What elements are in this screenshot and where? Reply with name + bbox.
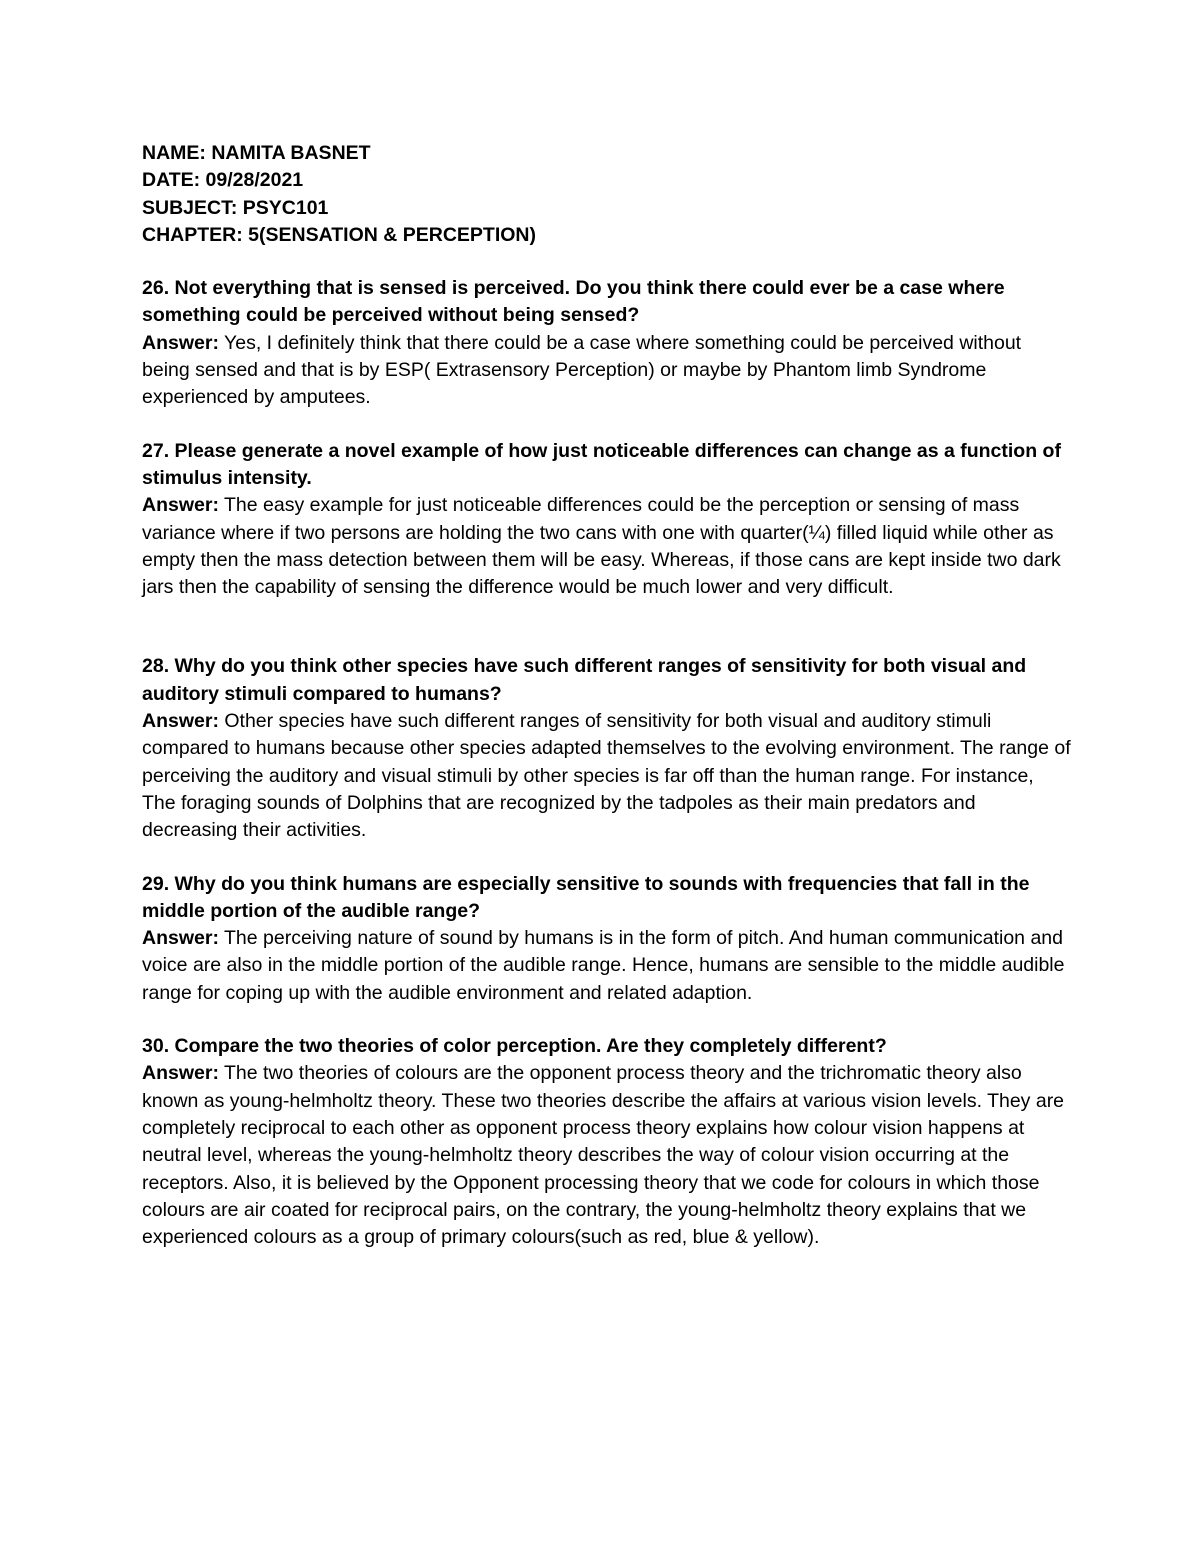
document-page (142, 140, 1072, 1251)
answer-text: The two theories of colours are the opponent process theory and the trichromatic theory also known as young-helmholtz theory. These two theories describe the affairs at various vision levels. They are completely reciprocal to each other as opponent process theory explains how colour vision happens at neutral level, whereas the young-helmholtz theory describes the way of colour vision occurring at the receptors. Also, it is believed by the Opponent processing theory that we code for colours in which those colours are air coated for reciprocal pairs, on the contrary, the young-helmholtz theory explains that we experienced colours as a group of primary colours(such as red, blue & yellow). (142, 1062, 1065, 1249)
question-29: 29. Why do you think humans are especially sensitive to sounds with frequencies that fall in the middle portion of the audible range? (142, 872, 1030, 922)
question-27: 27. Please generate a novel example of how just noticeable differences can change as a function of stimulus intensity. (142, 439, 1061, 489)
answer-30 (142, 1060, 1072, 1251)
question-30: 30. Compare the two theories of color perception. Are they completely different? (142, 1035, 887, 1058)
answer-text: The easy example for just noticeable differences could be the perception or sensing of mass variance where if two persons are holding the two cans with one with quarter(¼) filled liquid while other as empty then the mass detection between them will be easy. Whereas, if those cans are kept inside two dark jars then the capability of sensing the difference would be much lower and very difficult. (142, 494, 1061, 599)
answer-label: Answer: (142, 1062, 219, 1085)
answer-text: Yes, I definitely think that there could be a case where something could be perceived without being sensed and that is by ESP( Extrasensory Perception) or maybe by Phantom limb Syndrome experienced by amputees. (142, 331, 1022, 409)
qa-block-28 (142, 653, 1072, 844)
question-26: 26. Not everything that is sensed is perceived. Do you think there could ever be a case where something could be perceived without being sensed? (142, 277, 1005, 327)
answer-27 (142, 492, 1072, 601)
qa-block-30 (142, 1033, 1072, 1251)
qa-block-29 (142, 871, 1072, 1007)
chapter-line: CHAPTER: 5(SENSATION & PERCEPTION) (142, 223, 536, 246)
answer-label: Answer: (142, 710, 219, 733)
answer-label: Answer: (142, 494, 219, 517)
answer-text: Other species have such different ranges of sensitivity for both visual and auditory stimuli compared to humans because other species adapted themselves to the evolving environment. The range of perceiving the auditory and visual stimuli by other species is far off than the human range. For instance, The foraging sounds of Dolphins that are recognized by the tadpoles as their main predators and decreasing their activities. (142, 710, 1071, 842)
subject-line: SUBJECT: PSYC101 (142, 196, 329, 219)
answer-26 (142, 330, 1072, 412)
answer-label: Answer: (142, 331, 219, 354)
answer-text: The perceiving nature of sound by humans is in the form of pitch. And human communication and voice are also in the middle portion of the audible range. Hence, humans are sensible to the middle audible range for coping up with the audible environment and related adaption. (142, 927, 1065, 1004)
qa-block-26 (142, 275, 1072, 411)
document-date: DATE: 09/28/2021 (142, 169, 304, 192)
qa-block-27 (142, 438, 1072, 602)
answer-28 (142, 708, 1072, 844)
answer-29 (142, 925, 1072, 1007)
question-28: 28. Why do you think other species have such different ranges of sensitivity for both visual and auditory stimuli compared to humans? (142, 655, 1027, 705)
answer-label: Answer: (142, 927, 219, 950)
student-name: NAME: NAMITA BASNET (142, 142, 371, 164)
